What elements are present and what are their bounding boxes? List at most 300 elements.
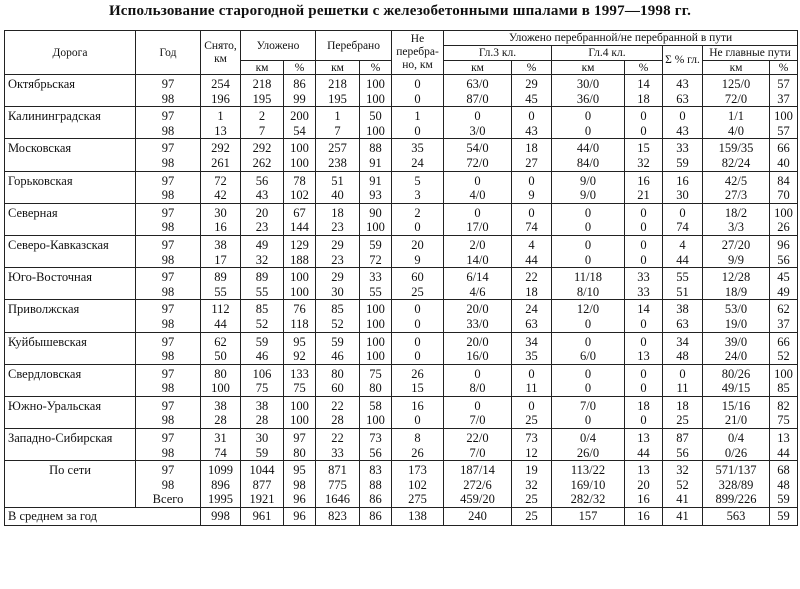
value-cell: 22 xyxy=(316,429,360,446)
value-cell: 26 xyxy=(392,364,444,381)
value-cell: 15 xyxy=(625,139,663,156)
value-cell: 100 xyxy=(284,396,316,413)
value-cell: 34 xyxy=(512,332,552,349)
value-cell: 44 xyxy=(512,253,552,268)
header-laid-km: км xyxy=(241,61,284,75)
table-row xyxy=(5,203,798,220)
value-cell: 257 xyxy=(316,139,360,156)
header-resorted-km: км xyxy=(316,61,360,75)
value-cell: 3/0 xyxy=(444,124,512,139)
value-cell: 37 xyxy=(770,92,798,107)
value-cell: 44/0 xyxy=(552,139,625,156)
value-cell: 55 xyxy=(360,285,392,300)
value-cell: 35 xyxy=(392,139,444,156)
value-cell: 13 xyxy=(770,429,798,446)
value-cell: 20 xyxy=(392,235,444,252)
table-row xyxy=(5,156,798,171)
year-cell: 97 xyxy=(136,235,201,252)
value-cell: 46 xyxy=(241,349,284,364)
value-cell: 7/0 xyxy=(444,413,512,428)
value-cell: 72/0 xyxy=(703,92,770,107)
value-cell: 877 xyxy=(241,478,284,493)
value-cell: 41 xyxy=(663,492,703,507)
value-cell: 896 xyxy=(201,478,241,493)
value-cell: 33 xyxy=(625,268,663,285)
value-cell: 7 xyxy=(316,124,360,139)
value-cell: 272/6 xyxy=(444,478,512,493)
value-cell: 100 xyxy=(770,107,798,124)
value-cell: 20 xyxy=(241,203,284,220)
value-cell: 33 xyxy=(316,446,360,461)
value-cell: 16 xyxy=(625,492,663,507)
value-cell: 96 xyxy=(284,508,316,526)
value-cell: 100 xyxy=(284,285,316,300)
value-cell: 38 xyxy=(241,396,284,413)
value-cell: 44 xyxy=(663,253,703,268)
table-row xyxy=(5,171,798,188)
year-cell: 97 xyxy=(136,75,201,92)
road-name: Свердловская xyxy=(5,364,136,381)
value-cell: 12/0 xyxy=(552,300,625,317)
header-gl3-km: км xyxy=(444,61,512,75)
year-cell: 97 xyxy=(136,203,201,220)
value-cell: 99 xyxy=(284,92,316,107)
value-cell: 29 xyxy=(316,268,360,285)
value-cell: 195 xyxy=(241,92,284,107)
value-cell: 129 xyxy=(284,235,316,252)
value-cell: 83 xyxy=(360,461,392,478)
value-cell: 27 xyxy=(512,156,552,171)
value-cell: 40 xyxy=(770,156,798,171)
header-resorted: Перебрано xyxy=(316,31,392,61)
value-cell: 133 xyxy=(284,364,316,381)
value-cell: 100 xyxy=(360,75,392,92)
value-cell: 33 xyxy=(360,268,392,285)
year-cell: 98 xyxy=(136,253,201,268)
road-name xyxy=(5,156,136,171)
value-cell: 59 xyxy=(770,508,798,526)
year-cell: 98 xyxy=(136,220,201,235)
value-cell: 4/0 xyxy=(444,188,512,203)
value-cell: 100 xyxy=(284,139,316,156)
road-name xyxy=(5,285,136,300)
value-cell: 23 xyxy=(316,220,360,235)
network-label xyxy=(5,492,136,507)
value-cell: 775 xyxy=(316,478,360,493)
network-row xyxy=(5,478,798,493)
value-cell: 0 xyxy=(625,413,663,428)
value-cell: 1/1 xyxy=(703,107,770,124)
value-cell: 25 xyxy=(512,508,552,526)
value-cell: 20/0 xyxy=(444,300,512,317)
table-row xyxy=(5,332,798,349)
value-cell: 56 xyxy=(770,253,798,268)
value-cell: 44 xyxy=(201,317,241,332)
table-row xyxy=(5,92,798,107)
value-cell: 100 xyxy=(284,156,316,171)
value-cell: 91 xyxy=(360,156,392,171)
value-cell: 1921 xyxy=(241,492,284,507)
road-name: Западно-Сибирская xyxy=(5,429,136,446)
value-cell: 53/0 xyxy=(703,300,770,317)
value-cell: 823 xyxy=(316,508,360,526)
value-cell: 102 xyxy=(284,188,316,203)
header-year: Год xyxy=(136,31,201,75)
value-cell: 75 xyxy=(770,413,798,428)
header-laid-in-track: Уложено перебранной/не перебранной в пути xyxy=(444,31,798,46)
value-cell: 1646 xyxy=(316,492,360,507)
value-cell: 0 xyxy=(552,124,625,139)
value-cell: 98 xyxy=(284,478,316,493)
value-cell: 32 xyxy=(512,478,552,493)
value-cell: 328/89 xyxy=(703,478,770,493)
value-cell: 0 xyxy=(392,332,444,349)
year-cell: 97 xyxy=(136,300,201,317)
value-cell: 59 xyxy=(241,332,284,349)
value-cell: 998 xyxy=(201,508,241,526)
value-cell: 27/3 xyxy=(703,188,770,203)
value-cell: 86 xyxy=(284,75,316,92)
value-cell: 76 xyxy=(284,300,316,317)
value-cell: 8/10 xyxy=(552,285,625,300)
value-cell: 95 xyxy=(284,332,316,349)
value-cell: 254 xyxy=(201,75,241,92)
value-cell: 80/26 xyxy=(703,364,770,381)
value-cell: 58 xyxy=(360,396,392,413)
value-cell: 44 xyxy=(625,446,663,461)
value-cell: 22/0 xyxy=(444,429,512,446)
value-cell: 75 xyxy=(241,381,284,396)
value-cell: 871 xyxy=(316,461,360,478)
value-cell: 26 xyxy=(770,220,798,235)
road-name: Куйбышевская xyxy=(5,332,136,349)
value-cell: 24 xyxy=(512,300,552,317)
table-row xyxy=(5,139,798,156)
value-cell: 38 xyxy=(663,300,703,317)
value-cell: 18 xyxy=(625,92,663,107)
table-title: Использование старогодной решетки с железобетонными шпалами в 1997—1998 гг. xyxy=(108,3,692,19)
table-row xyxy=(5,285,798,300)
value-cell: 55 xyxy=(201,285,241,300)
value-cell: 66 xyxy=(770,332,798,349)
value-cell: 60 xyxy=(392,268,444,285)
value-cell: 55 xyxy=(241,285,284,300)
value-cell: 30/0 xyxy=(552,75,625,92)
table-row xyxy=(5,268,798,285)
value-cell: 70 xyxy=(770,188,798,203)
road-name: Северо-Кавказская xyxy=(5,235,136,252)
road-name: Московская xyxy=(5,139,136,156)
road-name xyxy=(5,124,136,139)
road-name: Южно-Уральская xyxy=(5,396,136,413)
value-cell: 113/22 xyxy=(552,461,625,478)
value-cell: 29 xyxy=(316,235,360,252)
value-cell: 43 xyxy=(241,188,284,203)
value-cell: 86 xyxy=(360,508,392,526)
table-row xyxy=(5,75,798,92)
value-cell: 262 xyxy=(241,156,284,171)
value-cell: 25 xyxy=(392,285,444,300)
value-cell: 100 xyxy=(360,349,392,364)
value-cell: 0 xyxy=(552,220,625,235)
value-cell: 45 xyxy=(512,92,552,107)
value-cell: 15/16 xyxy=(703,396,770,413)
value-cell: 100 xyxy=(360,317,392,332)
value-cell: 33/0 xyxy=(444,317,512,332)
value-cell: 0 xyxy=(552,317,625,332)
value-cell: 100 xyxy=(201,381,241,396)
value-cell: 0 xyxy=(444,364,512,381)
value-cell: 12/28 xyxy=(703,268,770,285)
value-cell: 138 xyxy=(392,508,444,526)
value-cell: 0 xyxy=(663,203,703,220)
road-name: Северная xyxy=(5,203,136,220)
value-cell: 0 xyxy=(625,124,663,139)
value-cell: 0 xyxy=(663,107,703,124)
value-cell: 100 xyxy=(360,332,392,349)
value-cell: 4/6 xyxy=(444,285,512,300)
value-cell: 63 xyxy=(663,317,703,332)
value-cell: 18 xyxy=(512,285,552,300)
value-cell: 961 xyxy=(241,508,284,526)
value-cell: 30 xyxy=(201,203,241,220)
value-cell: 0 xyxy=(625,253,663,268)
value-cell: 15 xyxy=(392,381,444,396)
value-cell: 0 xyxy=(625,381,663,396)
data-table xyxy=(4,30,798,526)
value-cell: 22 xyxy=(512,268,552,285)
value-cell: 5 xyxy=(392,171,444,188)
value-cell: 30 xyxy=(241,429,284,446)
value-cell: 261 xyxy=(201,156,241,171)
road-name: Приволжская xyxy=(5,300,136,317)
value-cell: 24 xyxy=(392,156,444,171)
value-cell: 899/226 xyxy=(703,492,770,507)
value-cell: 39/0 xyxy=(703,332,770,349)
value-cell: 88 xyxy=(360,478,392,493)
value-cell: 56 xyxy=(663,446,703,461)
value-cell: 18 xyxy=(316,203,360,220)
value-cell: 0 xyxy=(552,332,625,349)
value-cell: 17/0 xyxy=(444,220,512,235)
network-row xyxy=(5,461,798,478)
value-cell: 59 xyxy=(663,156,703,171)
value-cell: 63 xyxy=(512,317,552,332)
header-removed: Снято, км xyxy=(201,31,241,75)
table-row xyxy=(5,364,798,381)
value-cell: 9/0 xyxy=(552,171,625,188)
value-cell: 41 xyxy=(663,508,703,526)
value-cell: 3 xyxy=(392,188,444,203)
value-cell: 59 xyxy=(316,332,360,349)
value-cell: 6/0 xyxy=(552,349,625,364)
road-name: Горьковская xyxy=(5,171,136,188)
network-label xyxy=(5,478,136,493)
value-cell: 459/20 xyxy=(444,492,512,507)
value-cell: 292 xyxy=(201,139,241,156)
value-cell: 563 xyxy=(703,508,770,526)
value-cell: 0 xyxy=(625,332,663,349)
value-cell: 85 xyxy=(316,300,360,317)
value-cell: 97 xyxy=(284,429,316,446)
value-cell: 0/4 xyxy=(703,429,770,446)
value-cell: 0 xyxy=(625,235,663,252)
value-cell: 0 xyxy=(625,203,663,220)
value-cell: 23 xyxy=(316,253,360,268)
value-cell: 9 xyxy=(512,188,552,203)
value-cell: 28 xyxy=(201,413,241,428)
value-cell: 96 xyxy=(770,235,798,252)
value-cell: 49 xyxy=(770,285,798,300)
value-cell: 100 xyxy=(284,413,316,428)
value-cell: 0 xyxy=(392,300,444,317)
value-cell: 84 xyxy=(770,171,798,188)
value-cell: 16 xyxy=(625,508,663,526)
header-gl3: Гл.3 кл. xyxy=(444,46,552,61)
value-cell: 11 xyxy=(663,381,703,396)
value-cell: 14 xyxy=(625,300,663,317)
value-cell: 26/0 xyxy=(552,446,625,461)
value-cell: 19 xyxy=(512,461,552,478)
value-cell: 0 xyxy=(625,317,663,332)
value-cell: 35 xyxy=(512,349,552,364)
value-cell: 59 xyxy=(360,235,392,252)
value-cell: 80 xyxy=(201,364,241,381)
value-cell: 0 xyxy=(552,107,625,124)
value-cell: 16 xyxy=(392,396,444,413)
value-cell: 49 xyxy=(241,235,284,252)
average-row xyxy=(5,508,798,526)
table-row xyxy=(5,107,798,124)
year-cell: 98 xyxy=(136,413,201,428)
table-row xyxy=(5,413,798,428)
value-cell: 2 xyxy=(241,107,284,124)
value-cell: 86 xyxy=(360,492,392,507)
road-name xyxy=(5,381,136,396)
year-cell: 98 xyxy=(136,381,201,396)
value-cell: 21/0 xyxy=(703,413,770,428)
value-cell: 49/15 xyxy=(703,381,770,396)
value-cell: 80 xyxy=(360,381,392,396)
value-cell: 0 xyxy=(392,349,444,364)
value-cell: 40 xyxy=(316,188,360,203)
value-cell: 18 xyxy=(663,396,703,413)
value-cell: 75 xyxy=(360,364,392,381)
header-non-main-km: км xyxy=(703,61,770,75)
value-cell: 92 xyxy=(284,349,316,364)
value-cell: 4 xyxy=(663,235,703,252)
value-cell: 100 xyxy=(770,364,798,381)
value-cell: 18 xyxy=(512,139,552,156)
value-cell: 43 xyxy=(512,124,552,139)
value-cell: 46 xyxy=(316,349,360,364)
year-cell: 98 xyxy=(136,349,201,364)
value-cell: 31 xyxy=(201,429,241,446)
value-cell: 275 xyxy=(392,492,444,507)
value-cell: 27/20 xyxy=(703,235,770,252)
road-name xyxy=(5,92,136,107)
value-cell: 20/0 xyxy=(444,332,512,349)
table-row xyxy=(5,300,798,317)
year-cell: 98 xyxy=(136,92,201,107)
value-cell: 32 xyxy=(625,156,663,171)
value-cell: 68 xyxy=(770,461,798,478)
value-cell: 2 xyxy=(392,203,444,220)
year-cell: 98 xyxy=(136,188,201,203)
header-non-main-pct: % xyxy=(770,61,798,75)
value-cell: 72 xyxy=(201,171,241,188)
header-sum-gl: Σ % гл. xyxy=(663,46,703,75)
table-row xyxy=(5,429,798,446)
year-cell: 98 xyxy=(136,317,201,332)
value-cell: 13 xyxy=(625,349,663,364)
value-cell: 89 xyxy=(201,268,241,285)
value-cell: 0 xyxy=(552,253,625,268)
value-cell: 74 xyxy=(512,220,552,235)
value-cell: 100 xyxy=(360,300,392,317)
value-cell: 85 xyxy=(241,300,284,317)
value-cell: 56 xyxy=(360,446,392,461)
value-cell: 11/18 xyxy=(552,268,625,285)
value-cell: 75 xyxy=(284,381,316,396)
value-cell: 1 xyxy=(201,107,241,124)
value-cell: 52 xyxy=(770,349,798,364)
value-cell: 18/9 xyxy=(703,285,770,300)
value-cell: 20 xyxy=(625,478,663,493)
value-cell: 100 xyxy=(360,413,392,428)
value-cell: 26 xyxy=(392,446,444,461)
value-cell: 25 xyxy=(663,413,703,428)
value-cell: 29 xyxy=(512,75,552,92)
value-cell: 73 xyxy=(512,429,552,446)
value-cell: 4 xyxy=(512,235,552,252)
value-cell: 84/0 xyxy=(552,156,625,171)
value-cell: 52 xyxy=(663,478,703,493)
value-cell: 16 xyxy=(201,220,241,235)
value-cell: 32 xyxy=(663,461,703,478)
value-cell: 0 xyxy=(512,171,552,188)
year-cell: 97 xyxy=(136,461,201,478)
value-cell: 0 xyxy=(392,92,444,107)
value-cell: 60 xyxy=(316,381,360,396)
value-cell: 0 xyxy=(625,107,663,124)
value-cell: 54/0 xyxy=(444,139,512,156)
value-cell: 9/9 xyxy=(703,253,770,268)
road-name: Октябрьская xyxy=(5,75,136,92)
value-cell: 59 xyxy=(241,446,284,461)
value-cell: 169/10 xyxy=(552,478,625,493)
value-cell: 91 xyxy=(360,171,392,188)
value-cell: 292 xyxy=(241,139,284,156)
value-cell: 87 xyxy=(663,429,703,446)
value-cell: 33 xyxy=(625,285,663,300)
value-cell: 0 xyxy=(512,364,552,381)
value-cell: 571/137 xyxy=(703,461,770,478)
value-cell: 13 xyxy=(201,124,241,139)
value-cell: 1 xyxy=(392,107,444,124)
network-label: По сети xyxy=(5,461,136,478)
value-cell: 0 xyxy=(625,364,663,381)
value-cell: 159/35 xyxy=(703,139,770,156)
value-cell: 62 xyxy=(201,332,241,349)
year-cell: 97 xyxy=(136,364,201,381)
table-row xyxy=(5,253,798,268)
road-name xyxy=(5,349,136,364)
value-cell: 89 xyxy=(241,268,284,285)
header-gl4-km: км xyxy=(552,61,625,75)
value-cell: 0 xyxy=(552,381,625,396)
value-cell: 43 xyxy=(663,124,703,139)
